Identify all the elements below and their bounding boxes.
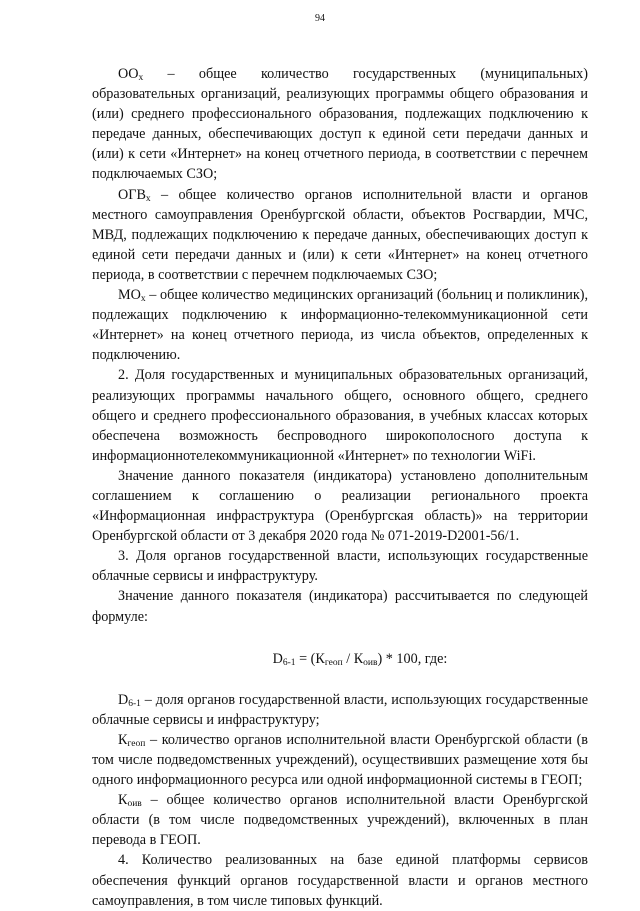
indicator-4-paragraph: 4. Количество реализованных на базе единой платформы сервисов обеспечения функций органов государственной власти и органов местного самоуправления, в том числе типовых функций. bbox=[92, 852, 588, 909]
formula-eq: = (К bbox=[295, 650, 325, 667]
symbol-subscript: геоп bbox=[127, 738, 146, 749]
formula-tail: ) * 100, где: bbox=[377, 650, 448, 667]
definition-koiv bbox=[92, 790, 588, 850]
indicator-2-paragraph: 2. Доля государственных и муниципальных образовательных организаций, реализующих программы начального общего, основного общего, среднего общего и среднего профессионального образования, в учебных классах которых обеспечена возможность беспроводного широкополосного доступа к информационнотелекоммуникационной «Интернет» по технологии WiFi. bbox=[92, 367, 588, 464]
indicator-2-note: Значение данного показателя (индикатора) установлено дополнительным соглашением к соглашению о реализации регионального проекта «Информационная инфраструктура (Оренбургская область)» на территории Оренбургской области от 3 декабря 2020 года № 071-2019-D2001-56/1. bbox=[92, 467, 588, 545]
symbol: D bbox=[118, 691, 129, 708]
symbol: ОО bbox=[118, 66, 139, 82]
document-body bbox=[92, 64, 588, 911]
symbol: МО bbox=[118, 287, 141, 304]
symbol-subscript: оив bbox=[127, 799, 142, 810]
formula bbox=[92, 649, 588, 669]
definition-mo bbox=[92, 285, 588, 365]
symbol-subscript: 6-1 bbox=[128, 698, 141, 709]
formula-lhs: D bbox=[272, 650, 283, 667]
definition-ogv bbox=[92, 185, 588, 285]
definition-oo bbox=[92, 64, 588, 185]
indicator-3-note: Значение данного показателя (индикатора) рассчитывается по следующей формуле: bbox=[92, 588, 588, 625]
indicator-3-paragraph: 3. Доля органов государственной власти, использующих государственные облачные сервисы и инфраструктуру. bbox=[92, 548, 588, 585]
definition-text: – количество органов исполнительной власти Оренбургской области (в том числе подведомственных учреждений), осуществивших размещение хотя бы одного информационного ресурса или одной информационной системы в ГЕОП; bbox=[92, 731, 588, 789]
symbol: ОГВ bbox=[118, 186, 146, 203]
definition-text: – общее количество медицинских организаций (больниц и поликлиник), подлежащих подключению к информационно-телекоммуникационной сети «Интернет» на конец отчетного периода, из числа объектов, определенных к подключению. bbox=[92, 287, 588, 364]
definition-text: – общее количество органов исполнительной власти Оренбургской области (в том числе подведомственных учреждений), включенных в план перевода в ГЕОП. bbox=[92, 792, 588, 849]
symbol: К bbox=[118, 792, 128, 809]
definition-text: – общее количество органов исполнительной власти и органов местного самоуправления Оренбургской области, объектов Росгвардии, МЧС, МВД, подлежащих подключению к передаче данных, обеспечивающих доступ к единой сети передачи данных и (или) к сети «Интернет» на конец отчетного периода, в соответствии с перечнем подключаемых СЗО; bbox=[92, 186, 588, 283]
definition-text: – общее количество государственных (муниципальных) образовательных организаций, реализующих программы общего образования и (или) среднего профессионального образования, подлежащих подключению к передаче данных, обеспечивающих доступ к единой сети передачи данных и (или) к сети «Интернет» на конец отчетного периода, в соответствии с перечнем подключаемых СЗО; bbox=[92, 66, 588, 183]
definition-d61 bbox=[92, 690, 588, 730]
formula-lhs-subscript: 6-1 bbox=[282, 657, 296, 668]
definition-kgeop bbox=[92, 730, 588, 790]
definition-text: – доля органов государственной власти, использующих государственные облачные сервисы и инфраструктуру; bbox=[92, 691, 588, 728]
symbol-subscript: x bbox=[138, 73, 144, 83]
symbol-subscript: x bbox=[140, 294, 146, 305]
formula-div: / К bbox=[342, 650, 364, 667]
formula-denominator-subscript: оив bbox=[363, 657, 378, 668]
page-number: 94 bbox=[315, 13, 325, 24]
symbol-subscript: x bbox=[145, 193, 151, 204]
symbol: К bbox=[118, 731, 128, 748]
formula-numerator-subscript: геоп bbox=[324, 657, 343, 668]
